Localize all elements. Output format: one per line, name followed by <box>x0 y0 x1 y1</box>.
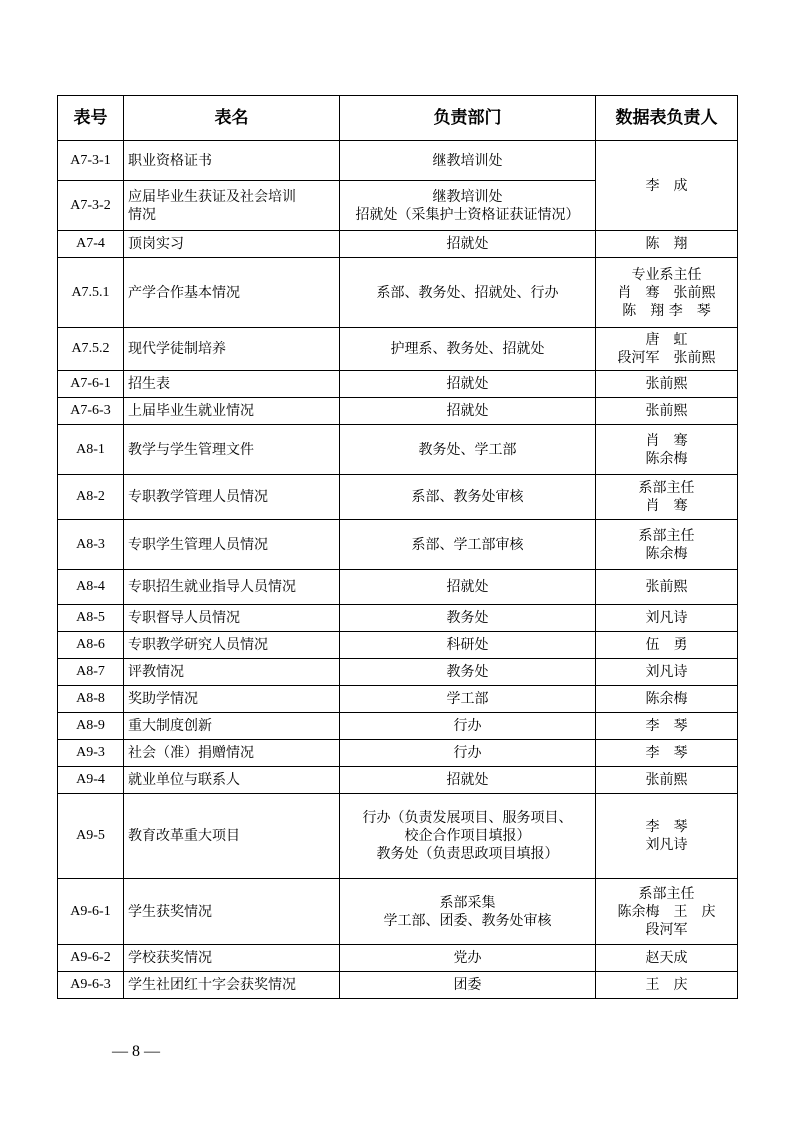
cell-code: A8-9 <box>58 713 124 740</box>
table-row <box>58 767 738 794</box>
cell-name-line: 重大制度创新 <box>128 718 212 734</box>
cell-owner <box>596 258 738 328</box>
cell-owner <box>596 141 738 231</box>
cell-owner <box>596 328 738 371</box>
cell-name-line: 情况 <box>128 206 156 223</box>
cell-dept-line: 招就处 <box>446 579 489 595</box>
cell-code: A8-5 <box>58 605 124 632</box>
cell-name-line: 评教情况 <box>128 664 184 680</box>
cell-code: A8-7 <box>58 659 124 686</box>
table-row <box>58 972 738 999</box>
cell-dept-line: 系部、学工部审核 <box>411 536 524 553</box>
cell-dept-line: 招就处 <box>446 403 489 419</box>
cell-owner <box>596 371 738 398</box>
cell-code: A9-5 <box>58 794 124 879</box>
cell-code: A7-6-3 <box>58 398 124 425</box>
cell-name-line: 教学与学生管理文件 <box>128 441 254 458</box>
cell-dept <box>340 713 596 740</box>
cell-name <box>124 945 340 972</box>
cell-name <box>124 181 340 231</box>
cell-dept-line: 教务处 <box>446 610 489 626</box>
cell-name <box>124 570 340 605</box>
table-row <box>58 425 738 475</box>
table-body <box>58 141 738 999</box>
cell-name <box>124 475 340 520</box>
cell-name-line: 职业资格证书 <box>128 152 212 169</box>
cell-name <box>124 740 340 767</box>
cell-owner-line: 肖 骞 张前熙 <box>617 284 716 301</box>
cell-name-line: 教育改革重大项目 <box>128 828 240 844</box>
cell-dept <box>340 632 596 659</box>
cell-owner-line: 王 庆 <box>645 977 688 993</box>
cell-owner-line: 段河军 <box>645 921 688 938</box>
cell-name-line: 学生获奖情况 <box>128 903 212 920</box>
table-row <box>58 570 738 605</box>
cell-code: A9-6-2 <box>58 945 124 972</box>
cell-owner-line: 专业系主任 <box>631 266 702 283</box>
cell-code: A8-4 <box>58 570 124 605</box>
cell-dept-line: 教务处 <box>446 664 489 680</box>
cell-owner <box>596 794 738 879</box>
table-row <box>58 141 738 181</box>
cell-name-line: 专职督导人员情况 <box>128 610 240 626</box>
cell-code: A8-1 <box>58 425 124 475</box>
cell-owner-line: 陈余梅 <box>645 545 688 562</box>
cell-name-line: 奖助学情况 <box>128 691 198 707</box>
table-row <box>58 231 738 258</box>
cell-name-line: 社会（准）捐赠情况 <box>128 745 254 761</box>
cell-owner-line: 刘凡诗 <box>645 837 688 853</box>
table-row <box>58 659 738 686</box>
table-row <box>58 794 738 879</box>
cell-name <box>124 425 340 475</box>
cell-name-line: 专职招生就业指导人员情况 <box>128 579 296 595</box>
cell-dept-line: 行办（负责发展项目、服务项目、 <box>362 810 573 826</box>
cell-owner-line: 系部主任 <box>638 885 695 902</box>
cell-name <box>124 879 340 945</box>
cell-owner-line: 唐 虹 <box>645 332 688 348</box>
table-row <box>58 605 738 632</box>
cell-dept-line: 学工部、团委、教务处审核 <box>383 912 552 929</box>
cell-dept <box>340 605 596 632</box>
cell-dept <box>340 328 596 371</box>
cell-dept <box>340 475 596 520</box>
cell-dept-line: 教务处（负责思政项目填报） <box>376 846 559 862</box>
cell-owner <box>596 570 738 605</box>
cell-dept <box>340 141 596 181</box>
cell-dept-line: 招就处 <box>446 772 489 788</box>
cell-owner-line: 刘凡诗 <box>645 610 688 626</box>
cell-name-line: 产学合作基本情况 <box>128 284 240 301</box>
cell-name <box>124 686 340 713</box>
cell-name <box>124 371 340 398</box>
cell-name-line: 就业单位与联系人 <box>128 772 240 788</box>
cell-dept <box>340 570 596 605</box>
cell-name-line: 专职教学研究人员情况 <box>128 637 268 653</box>
cell-owner-line: 肖 骞 <box>645 432 688 449</box>
cell-dept <box>340 794 596 879</box>
cell-dept-line: 护理系、教务处、招就处 <box>390 341 545 357</box>
cell-code: A8-8 <box>58 686 124 713</box>
cell-owner <box>596 659 738 686</box>
cell-owner-line: 张前熙 <box>645 403 688 419</box>
cell-code: A9-6-1 <box>58 879 124 945</box>
cell-name-line: 专职教学管理人员情况 <box>128 489 268 505</box>
cell-owner-line: 系部主任 <box>638 527 695 544</box>
table-row <box>58 520 738 570</box>
cell-name <box>124 794 340 879</box>
cell-owner-line: 张前熙 <box>645 579 688 595</box>
cell-owner-line: 张前熙 <box>645 376 688 392</box>
cell-code: A8-3 <box>58 520 124 570</box>
cell-name <box>124 258 340 328</box>
cell-owner-line: 陈余梅 王 庆 <box>617 903 716 920</box>
cell-dept-line: 招就处 <box>446 236 489 252</box>
table-row <box>58 398 738 425</box>
cell-dept <box>340 879 596 945</box>
cell-owner <box>596 713 738 740</box>
cell-code: A8-2 <box>58 475 124 520</box>
cell-owner <box>596 686 738 713</box>
cell-dept <box>340 371 596 398</box>
table-row <box>58 632 738 659</box>
cell-owner <box>596 879 738 945</box>
cell-code: A7.5.2 <box>58 328 124 371</box>
table-row <box>58 475 738 520</box>
table-row <box>58 945 738 972</box>
cell-owner <box>596 740 738 767</box>
cell-name <box>124 398 340 425</box>
cell-dept-line: 行办 <box>453 718 482 734</box>
cell-owner-line: 张前熙 <box>645 772 688 788</box>
table-row <box>58 258 738 328</box>
cell-code: A7-4 <box>58 231 124 258</box>
cell-owner <box>596 425 738 475</box>
cell-owner-line: 李 琴 <box>645 718 688 734</box>
cell-code: A9-4 <box>58 767 124 794</box>
cell-dept-line: 校企合作项目填报） <box>404 828 531 844</box>
table-row <box>58 713 738 740</box>
cell-dept-line: 系部、教务处审核 <box>411 489 524 505</box>
cell-name <box>124 231 340 258</box>
cell-dept <box>340 945 596 972</box>
table-row <box>58 686 738 713</box>
cell-name <box>124 605 340 632</box>
cell-owner-line: 系部主任 <box>638 480 695 496</box>
cell-name <box>124 520 340 570</box>
cell-name-line: 应届毕业生获证及社会培训 <box>128 188 296 205</box>
cell-owner <box>596 520 738 570</box>
cell-name <box>124 632 340 659</box>
cell-owner <box>596 767 738 794</box>
cell-code: A9-3 <box>58 740 124 767</box>
header-code: 表号 <box>58 96 124 141</box>
cell-code: A8-6 <box>58 632 124 659</box>
cell-dept <box>340 231 596 258</box>
table-row <box>58 371 738 398</box>
cell-name-line: 学校获奖情况 <box>128 950 212 966</box>
cell-owner <box>596 605 738 632</box>
cell-name <box>124 713 340 740</box>
cell-code: A7-3-2 <box>58 181 124 231</box>
table-header-row <box>58 96 738 141</box>
cell-dept <box>340 520 596 570</box>
cell-dept-line: 教务处、学工部 <box>418 441 517 458</box>
cell-name-line: 专职学生管理人员情况 <box>128 536 268 553</box>
header-owner: 数据表负责人 <box>596 96 738 141</box>
cell-owner-line: 陈 翔 李 琴 <box>622 302 711 319</box>
cell-name-line: 学生社团红十字会获奖情况 <box>128 977 296 993</box>
cell-code: A7-6-1 <box>58 371 124 398</box>
cell-owner-line: 肖 骞 <box>645 498 688 514</box>
cell-dept <box>340 686 596 713</box>
cell-name-line: 上届毕业生就业情况 <box>128 403 254 419</box>
cell-owner <box>596 475 738 520</box>
cell-owner-line: 刘凡诗 <box>645 664 688 680</box>
cell-name <box>124 767 340 794</box>
cell-dept-line: 系部采集 <box>439 894 496 911</box>
page-number: — 8 — <box>112 1043 160 1060</box>
cell-owner <box>596 945 738 972</box>
cell-owner-line: 伍 勇 <box>645 637 688 653</box>
cell-code: A7-3-1 <box>58 141 124 181</box>
cell-dept-line: 团委 <box>453 977 482 993</box>
cell-owner-line: 李 琴 <box>645 745 688 761</box>
cell-owner-line: 赵天成 <box>645 950 688 966</box>
cell-dept <box>340 767 596 794</box>
cell-name <box>124 659 340 686</box>
cell-name-line: 顶岗实习 <box>128 236 184 252</box>
cell-owner <box>596 231 738 258</box>
cell-name-line: 招生表 <box>128 376 170 392</box>
cell-dept-line: 党办 <box>453 950 482 966</box>
cell-owner-line: 李 成 <box>645 177 688 194</box>
cell-name <box>124 141 340 181</box>
cell-dept-line: 学工部 <box>446 691 489 707</box>
cell-dept-line: 科研处 <box>446 637 489 653</box>
cell-owner-line: 李 琴 <box>645 819 688 835</box>
cell-dept <box>340 740 596 767</box>
cell-dept <box>340 659 596 686</box>
cell-code: A7.5.1 <box>58 258 124 328</box>
cell-owner-line: 陈 翔 <box>645 236 688 252</box>
cell-owner <box>596 972 738 999</box>
cell-dept <box>340 972 596 999</box>
cell-owner-line: 段河军 张前熙 <box>617 350 716 366</box>
table-row <box>58 328 738 371</box>
responsibility-table <box>57 95 738 999</box>
cell-owner-line: 陈余梅 <box>645 450 688 467</box>
cell-code: A9-6-3 <box>58 972 124 999</box>
cell-dept-line: 系部、教务处、招就处、行办 <box>376 284 559 301</box>
cell-dept <box>340 398 596 425</box>
cell-dept-line: 继教培训处 <box>432 152 503 169</box>
cell-name <box>124 972 340 999</box>
header-name: 表名 <box>124 96 340 141</box>
cell-dept <box>340 425 596 475</box>
cell-name-line: 现代学徒制培养 <box>128 341 226 357</box>
cell-dept <box>340 181 596 231</box>
cell-dept-line: 招就处 <box>446 376 489 392</box>
header-dept: 负责部门 <box>340 96 596 141</box>
table-row <box>58 740 738 767</box>
cell-owner-line: 陈余梅 <box>645 691 688 707</box>
cell-dept-line: 继教培训处 <box>432 188 503 205</box>
table-row <box>58 879 738 945</box>
cell-dept-line: 招就处（采集护士资格证获证情况） <box>355 206 580 223</box>
cell-dept <box>340 258 596 328</box>
cell-dept-line: 行办 <box>453 745 482 761</box>
cell-owner <box>596 632 738 659</box>
cell-name <box>124 328 340 371</box>
cell-owner <box>596 398 738 425</box>
